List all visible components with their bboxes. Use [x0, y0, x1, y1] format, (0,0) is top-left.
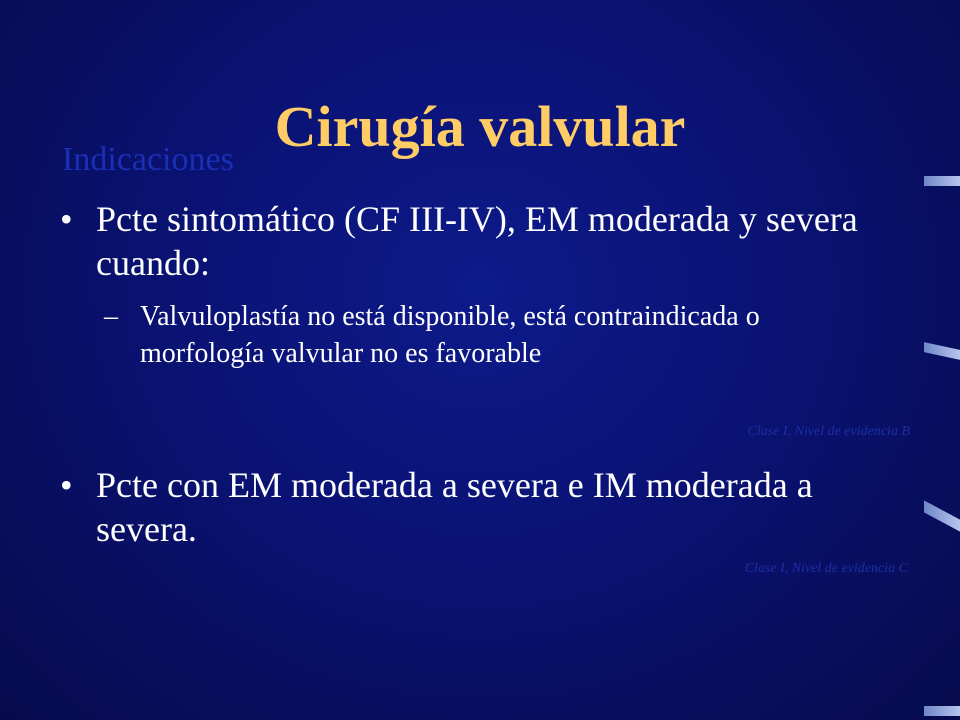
decorative-stripe: [924, 500, 960, 531]
decorative-stripe: [924, 706, 960, 716]
bullet-text: Pcte sintomático (CF III-IV), EM moderada y severa cuando:: [96, 199, 858, 283]
bullet-marker: •: [60, 465, 73, 505]
decorative-stripe: [924, 342, 960, 360]
slide-subtitle: Indicaciones: [62, 141, 234, 178]
bullet-item-2: [60, 463, 916, 551]
bullet-marker: •: [60, 199, 73, 239]
sub-bullet-item: [104, 298, 800, 372]
sub-bullet-marker: –: [104, 301, 118, 332]
slide-title: Cirugía valvular: [274, 94, 686, 159]
decorative-stripe: [924, 176, 960, 186]
reference-note-2: Clase I, Nivel de evidencia C: [744, 561, 908, 576]
reference-note-1: Clase I, Nivel de evidencia B: [747, 424, 910, 439]
sub-bullet-text: Valvuloplastía no está disponible, está contraindicada o morfología valvular no es favorable: [140, 301, 760, 369]
bullet-item-1: [60, 197, 916, 285]
bullet-text: Pcte con EM moderada a severa e IM moderada a severa.: [96, 465, 813, 549]
